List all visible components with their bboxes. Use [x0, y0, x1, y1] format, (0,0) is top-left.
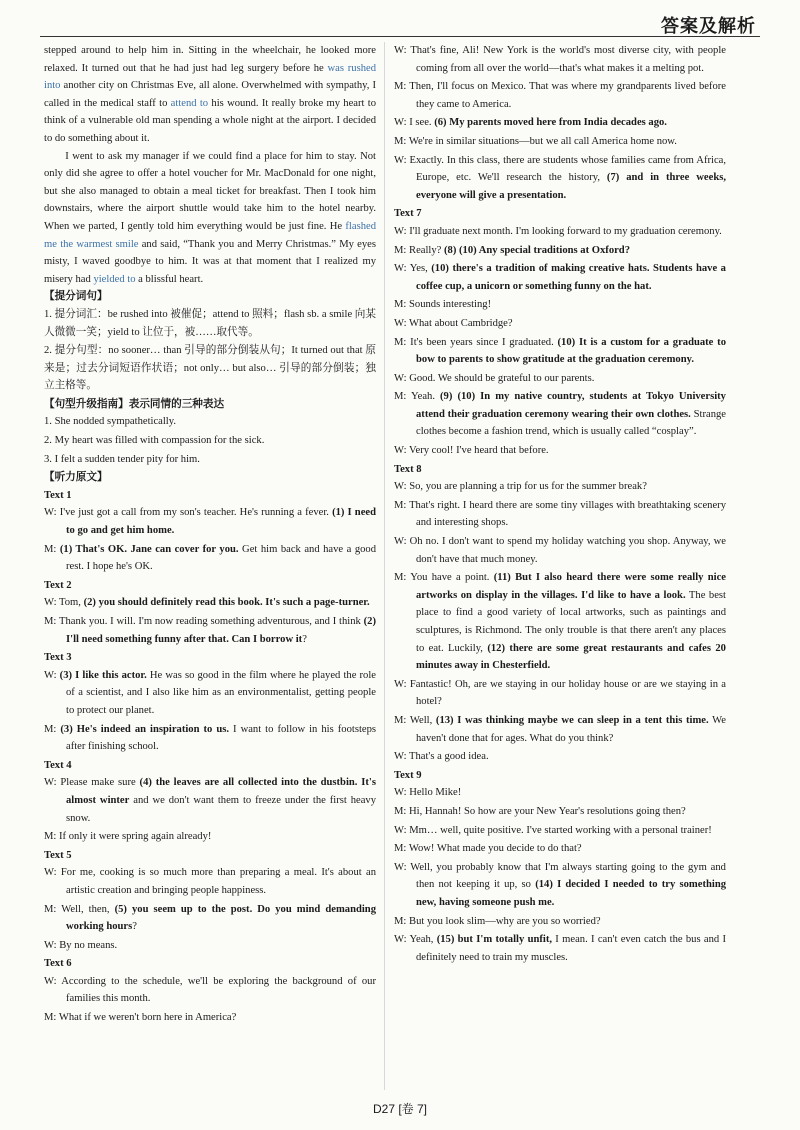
- dialogue-text: Yes,: [409, 263, 432, 275]
- dialogue-line: [394, 859, 726, 912]
- speaker-label: M:: [394, 714, 410, 726]
- speaker-label: W:: [44, 777, 61, 789]
- dialogue-line: [394, 296, 726, 314]
- answer-key-text: (13) I was thinking maybe we can sleep in a tent this time.: [435, 714, 709, 726]
- dialogue-line: [394, 388, 726, 441]
- dialogue-line: [44, 667, 376, 720]
- dialogue-line: [44, 1009, 376, 1027]
- dialogue-line: [394, 223, 726, 241]
- speaker-label: W:: [394, 934, 410, 946]
- speaker-label: W:: [394, 751, 410, 763]
- speaker-label: M:: [394, 135, 409, 147]
- text-heading: Text 3: [44, 652, 72, 664]
- left-column: [44, 42, 376, 1028]
- speaker-label: W:: [394, 317, 410, 329]
- speaker-label: M:: [44, 616, 59, 627]
- dialogue-line: [394, 803, 726, 821]
- dialogue-text: Mm… well, quite positive. I've started working with a personal trainer!: [409, 824, 712, 836]
- text-heading: Text 5: [44, 849, 72, 861]
- dialogue-line: [44, 721, 376, 756]
- dialogue-text: Yeah.: [411, 391, 441, 403]
- story-text: and said, “Thank you and Merry Christmas.” My eyes misty, I waved goodbye to him. It was at that moment that I realized my misery had: [44, 238, 376, 285]
- answer-key-text: (3) I like this actor.: [59, 669, 147, 681]
- speaker-label: W:: [394, 154, 410, 166]
- speaker-label: M:: [394, 299, 410, 311]
- dialogue-text: Wow! What made you decide to do that?: [408, 843, 582, 855]
- answer-key-text: (14) I decided I needed to try something new, having someone push me.: [416, 879, 727, 908]
- dialogue-text: Well,: [409, 714, 436, 726]
- dialogue-text: ?: [132, 921, 137, 933]
- dialogue-line: [394, 260, 726, 295]
- dialogue-text: and we don't want them to freeze under the first heavy snow.: [66, 794, 377, 824]
- story-text: his wound. It really broke my heart to think of a vulnerable old man spending a whole night at the airport. I decided to do something about it.: [44, 97, 377, 144]
- dialogue-text: What if we weren't born here in America?: [58, 1012, 237, 1024]
- dialogue-line: [394, 748, 726, 766]
- speaker-label: M:: [394, 572, 411, 584]
- speaker-label: W:: [394, 481, 410, 493]
- speaker-label: M:: [394, 805, 410, 817]
- section-upgrade-title: 【句型升级指南】表示同情的三种表达: [44, 398, 225, 410]
- dialogue-text: It's been years since I graduated.: [410, 336, 558, 348]
- answer-key-text: (12) there are some great restaurants and cafes 20 minutes away in Chesterfield.: [416, 642, 726, 672]
- section-vocab-title: 【提分词句】: [44, 291, 108, 303]
- speaker-label: W:: [394, 225, 410, 237]
- speaker-label: M:: [394, 244, 410, 256]
- speaker-label: W:: [394, 263, 410, 275]
- story-paragraph-1: [44, 42, 376, 148]
- dialogue-text: That's a good idea.: [409, 751, 489, 763]
- left-listening-texts: [44, 487, 376, 1027]
- dialogue-text: But you look slim—why are you so worried?: [409, 915, 601, 927]
- dialogue-text: You have a point.: [410, 572, 494, 584]
- speaker-label: M:: [44, 543, 60, 555]
- dialogue-line: [394, 533, 726, 568]
- dialogue-text: I want to follow in his footsteps after finishing school.: [66, 723, 377, 753]
- dialogue-text: We haven't done that for ages. What do you think?: [416, 714, 726, 744]
- speaker-label: W:: [394, 678, 410, 690]
- dialogue-text: According to the schedule, we'll be exploring the background of our families this month.: [61, 975, 376, 1005]
- answer-key-text: (3) He's indeed an inspiration to us.: [60, 723, 230, 735]
- column-divider: [384, 42, 385, 1090]
- dialogue-text: Please make sure: [60, 777, 140, 789]
- answer-key-text: (1) That's OK. Jane can cover for you.: [59, 543, 239, 555]
- dialogue-text: Yeah,: [409, 934, 437, 946]
- header-rule: [40, 36, 760, 37]
- dialogue-line: [394, 114, 726, 132]
- speaker-label: W:: [394, 45, 411, 56]
- dialogue-text: For me, cooking is so much more than preparing a meal. It's about an artistic creation and bringing people happiness.: [60, 867, 376, 896]
- story-text: a blissful heart.: [135, 273, 204, 285]
- text-heading: Text 7: [394, 208, 422, 220]
- answer-key-text: (8) (10) Any special traditions at Oxford?: [444, 244, 631, 256]
- story-text: stepped around to help him in. Sitting in the wheelchair, he looked more relaxed. It turned out that he had just had leg surgery before he: [44, 45, 376, 74]
- right-listening-texts: [394, 205, 726, 966]
- highlighted-phrase: was rushed into: [44, 62, 376, 92]
- speaker-label: W:: [394, 536, 410, 548]
- answer-key-text: (10) there's a tradition of making creative hats. Students have a coffee cup, a unicorn or something funny on the hat.: [416, 263, 726, 292]
- speaker-label: M:: [44, 723, 61, 735]
- dialogue-line: [394, 442, 726, 460]
- speaker-label: W:: [394, 787, 410, 799]
- dialogue-text: I've just got a call from my son's teacher. He's running a fever.: [59, 507, 333, 519]
- dialogue-text: Good. We should be grateful to our parents.: [409, 372, 595, 384]
- speaker-label: W:: [44, 507, 60, 519]
- dialogue-line: [44, 864, 376, 899]
- dialogue-line: [44, 973, 376, 1008]
- text6-continuation: [394, 42, 726, 204]
- dialogue-text: Hello Mike!: [409, 787, 462, 799]
- dialogue-line: [44, 937, 376, 955]
- dialogue-text: Well, then,: [61, 903, 115, 915]
- upgrade-item: 3. I felt a sudden tender pity for him.: [44, 453, 200, 465]
- speaker-label: W:: [44, 975, 62, 987]
- story-text: I went to ask my manager if we could find a place for him to stay. Not only did she agree to offer a hotel voucher for Mr. MacDonald for one night, but she also managed to obtain a meal ticket for breakfast. Then I took him downstairs, where the airport shuttle would take him to the hotel nearby. When we parted, I gently told him everything would be just fine. He: [44, 150, 376, 232]
- answer-key-text: (5) you seem up to the post. Do you mind demanding working hours: [66, 903, 376, 933]
- dialogue-line: [394, 931, 726, 966]
- dialogue-text: Thank you. I will. I'm now reading something adventurous, and I think: [58, 616, 364, 627]
- dialogue-text: ?: [302, 633, 307, 645]
- dialogue-text: Oh no. I don't want to spend my holiday watching you shop. Anyway, we don't have that much money.: [409, 536, 726, 565]
- answer-key-text: (9) (10) In my native country, students at Tokyo University attend their graduation ceremony wearing their own clothes.: [416, 391, 726, 420]
- dialogue-text: Strange clothes become a fashion trend, which is usually called “cosplay”.: [416, 408, 726, 438]
- speaker-label: W:: [394, 117, 410, 129]
- speaker-label: W:: [394, 445, 410, 457]
- dialogue-text: Tom,: [59, 597, 84, 609]
- answer-key-text: (6) My parents moved here from India decades ago.: [434, 117, 667, 129]
- dialogue-line: [44, 504, 376, 539]
- dialogue-line: [394, 478, 726, 496]
- speaker-label: W:: [44, 669, 60, 681]
- upgrade-item: 1. She nodded sympathetically.: [44, 416, 177, 428]
- dialogue-text: By no means.: [59, 939, 118, 951]
- story-text: another city on Christmas Eve, all alone. Overwhelmed with sympathy, I called in the medical staff to: [44, 80, 376, 109]
- dialogue-text: Really?: [409, 244, 445, 256]
- speaker-label: W:: [394, 372, 410, 384]
- speaker-label: M:: [394, 81, 410, 93]
- dialogue-line: [394, 242, 726, 260]
- dialogue-line: [394, 42, 726, 77]
- dialogue-line: [44, 901, 376, 936]
- dialogue-text: Get him back and have a good rest. I hope he's OK.: [66, 543, 377, 573]
- speaker-label: M:: [44, 1012, 59, 1024]
- text-heading: Text 6: [44, 958, 72, 970]
- dialogue-line: [394, 712, 726, 747]
- dialogue-text: Sounds interesting!: [409, 299, 492, 311]
- speaker-label: M:: [394, 843, 409, 855]
- dialogue-line: [394, 334, 726, 369]
- dialogue-line: [394, 315, 726, 333]
- dialogue-text: So, you are planning a trip for us for the summer break?: [409, 481, 647, 493]
- speaker-label: W:: [44, 597, 60, 609]
- dialogue-text: He was so good in the film where he played the role of a scientist, and I also like him as an environmentalist, getting people to protect our planet.: [66, 669, 376, 716]
- vocab-item: 1. 提分词汇：be rushed into 被催促；attend to 照料；flash sb. a smile 向某人微微一笑；yield to 让位于，被……取代等。: [44, 308, 376, 338]
- speaker-label: W:: [44, 867, 61, 879]
- text-heading: Text 1: [44, 489, 72, 501]
- dialogue-line: [394, 913, 726, 931]
- right-column: [394, 42, 726, 967]
- dialogue-text: Well, you probably know that I'm always starting going to the gym and then not keeping it up, so: [410, 861, 726, 891]
- dialogue-line: [394, 784, 726, 802]
- speaker-label: M:: [394, 336, 411, 348]
- speaker-label: M:: [44, 831, 60, 843]
- dialogue-line: [44, 828, 376, 846]
- story-paragraph-2: [44, 148, 376, 289]
- dialogue-text: We're in similar situations—but we all call America home now.: [408, 135, 677, 147]
- answer-key-text: (10) It is a custom for a graduate to bow to parents to show gratitude at the graduation ceremony.: [416, 336, 727, 366]
- dialogue-line: [394, 78, 726, 113]
- page-footer: D27 [卷 7]: [372, 1102, 428, 1116]
- speaker-label: M:: [394, 915, 410, 927]
- dialogue-text: That's fine, Ali! New York is the world's most diverse city, with people coming from all over the world—that's what makes it a melting pot.: [410, 45, 726, 74]
- speaker-label: W:: [394, 861, 411, 873]
- answer-key-text: (4) the leaves are all collected into the dustbin. It's almost winter: [66, 777, 376, 806]
- dialogue-line: [44, 613, 376, 648]
- highlighted-phrase: flashed me the warmest smile: [44, 220, 376, 250]
- highlighted-phrase: attend to: [170, 97, 209, 109]
- dialogue-text: If only it were spring again already!: [59, 831, 212, 843]
- dialogue-text: Exactly. In this class, there are students whose families came from Africa, Europe, etc. We'll research the history,: [409, 154, 726, 184]
- upgrade-item: 2. My heart was filled with compassion for the sick.: [44, 435, 265, 447]
- answer-key-text: (11) But I also heard there were some really nice artworks on display in the villages. I'd like to have a look.: [416, 572, 726, 601]
- dialogue-text: I see.: [409, 117, 435, 129]
- dialogue-line: [394, 370, 726, 388]
- dialogue-line: [394, 676, 726, 711]
- dialogue-line: [44, 594, 376, 612]
- vocab-item: 2. 提分句型：no sooner… than 引导的部分倒装从句；It turned out that 原来是；过去分词短语作状语；not only… but also… 引导的部分倒装；独立主格等。: [44, 345, 376, 392]
- speaker-label: W:: [44, 939, 60, 951]
- answer-key-text: (2) I'll need something funny after that. Can I borrow it: [66, 616, 376, 645]
- highlighted-phrase: yielded to: [93, 273, 136, 285]
- answer-key-text: (1) I need to go and get him home.: [66, 507, 376, 537]
- speaker-label: M:: [394, 499, 410, 511]
- speaker-label: W:: [394, 824, 410, 836]
- dialogue-text: Fantastic! Oh, are we staying in our holiday house or are we staying in a hotel?: [409, 678, 727, 708]
- dialogue-text: I'll graduate next month. I'm looking forward to my graduation ceremony.: [409, 225, 722, 237]
- dialogue-line: [44, 541, 376, 576]
- dialogue-text: Very cool! I've heard that before.: [409, 445, 549, 457]
- dialogue-line: [394, 840, 726, 858]
- text-heading: Text 8: [394, 463, 422, 475]
- answer-key-text: (7) and in three weeks, everyone will give a presentation.: [416, 172, 726, 201]
- dialogue-text: What about Cambridge?: [409, 317, 513, 329]
- dialogue-line: [394, 822, 726, 840]
- speaker-label: M:: [394, 391, 412, 403]
- dialogue-line: [44, 774, 376, 827]
- dialogue-text: Then, I'll focus on Mexico. That was where my grandparents lived before they came to America.: [409, 81, 726, 110]
- answer-key-text: (15) but I'm totally unfit,: [436, 934, 553, 946]
- dialogue-text: Hi, Hannah! So how are your New Year's resolutions going then?: [409, 805, 686, 817]
- section-listening-title: 【听力原文】: [44, 472, 108, 484]
- text-heading: Text 4: [44, 759, 72, 771]
- dialogue-line: [394, 152, 726, 205]
- text-heading: Text 9: [394, 769, 422, 781]
- dialogue-line: [394, 497, 726, 532]
- answer-key-text: (2) you should definitely read this book. It's such a page-turner.: [83, 597, 370, 609]
- text-heading: Text 2: [44, 579, 72, 591]
- dialogue-text: The best place to find a good variety of local artworks, such as paintings and sculptures, is Richmond. The only trouble is that there aren't any places to eat. Luckily,: [416, 589, 727, 654]
- dialogue-text: I mean. I can't even catch the bus and I definitely need to train my muscles.: [416, 934, 726, 963]
- dialogue-text: That's right. I heard there are some tiny villages with breathtaking scenery and interesting shops.: [409, 499, 726, 529]
- speaker-label: M:: [44, 903, 62, 915]
- dialogue-line: [394, 133, 726, 151]
- page-header-title: 答案及解析: [661, 16, 756, 36]
- dialogue-line: [394, 569, 726, 675]
